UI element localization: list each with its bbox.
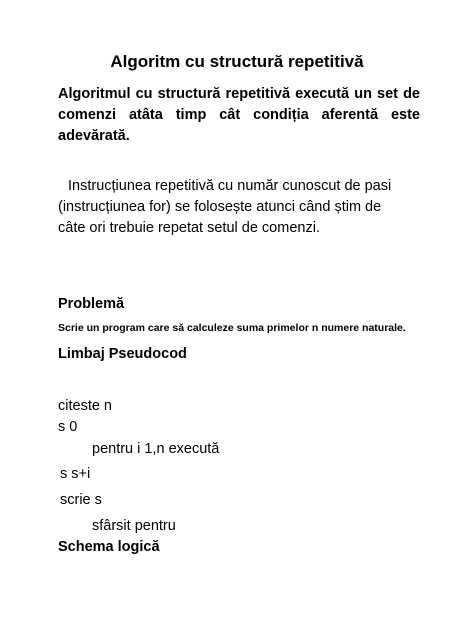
for-line-3: câte ori trebuie repetat setul de comenzi.: [58, 220, 320, 236]
intro-line-3: adevărată.: [58, 128, 130, 144]
pseudocode-line: citeste n: [58, 398, 112, 414]
pseudocode-line: sfârsit pentru: [92, 518, 176, 534]
for-line-2: (instrucțiunea for) se folosește atunci când știm de: [58, 199, 382, 215]
for-instruction-paragraph: [58, 176, 428, 239]
pseudocode-heading: Limbaj Pseudocod: [58, 346, 187, 362]
schema-heading: Schema logică: [58, 539, 160, 555]
intro-line-1: Algoritmul cu structură repetitivă execută un set de: [58, 86, 420, 102]
problem-heading: Problemă: [58, 296, 125, 312]
for-line-1: Instrucțiunea repetitivă cu număr cunoscut de pasi: [68, 178, 392, 194]
pseudocode-line: s 0: [58, 419, 78, 435]
pseudocode-line: scrie s: [60, 492, 102, 508]
pseudocode-line: pentru i 1,n execută: [92, 441, 220, 457]
page-title: Algoritm cu structură repetitivă: [110, 52, 364, 71]
pseudocode-line: s s+i: [60, 466, 91, 482]
intro-paragraph: [58, 84, 420, 147]
intro-line-2: comenzi atâta timp cât condiția aferentă este: [58, 107, 420, 123]
problem-text: Scrie un program care să calculeze suma primelor n numere naturale.: [58, 322, 406, 334]
